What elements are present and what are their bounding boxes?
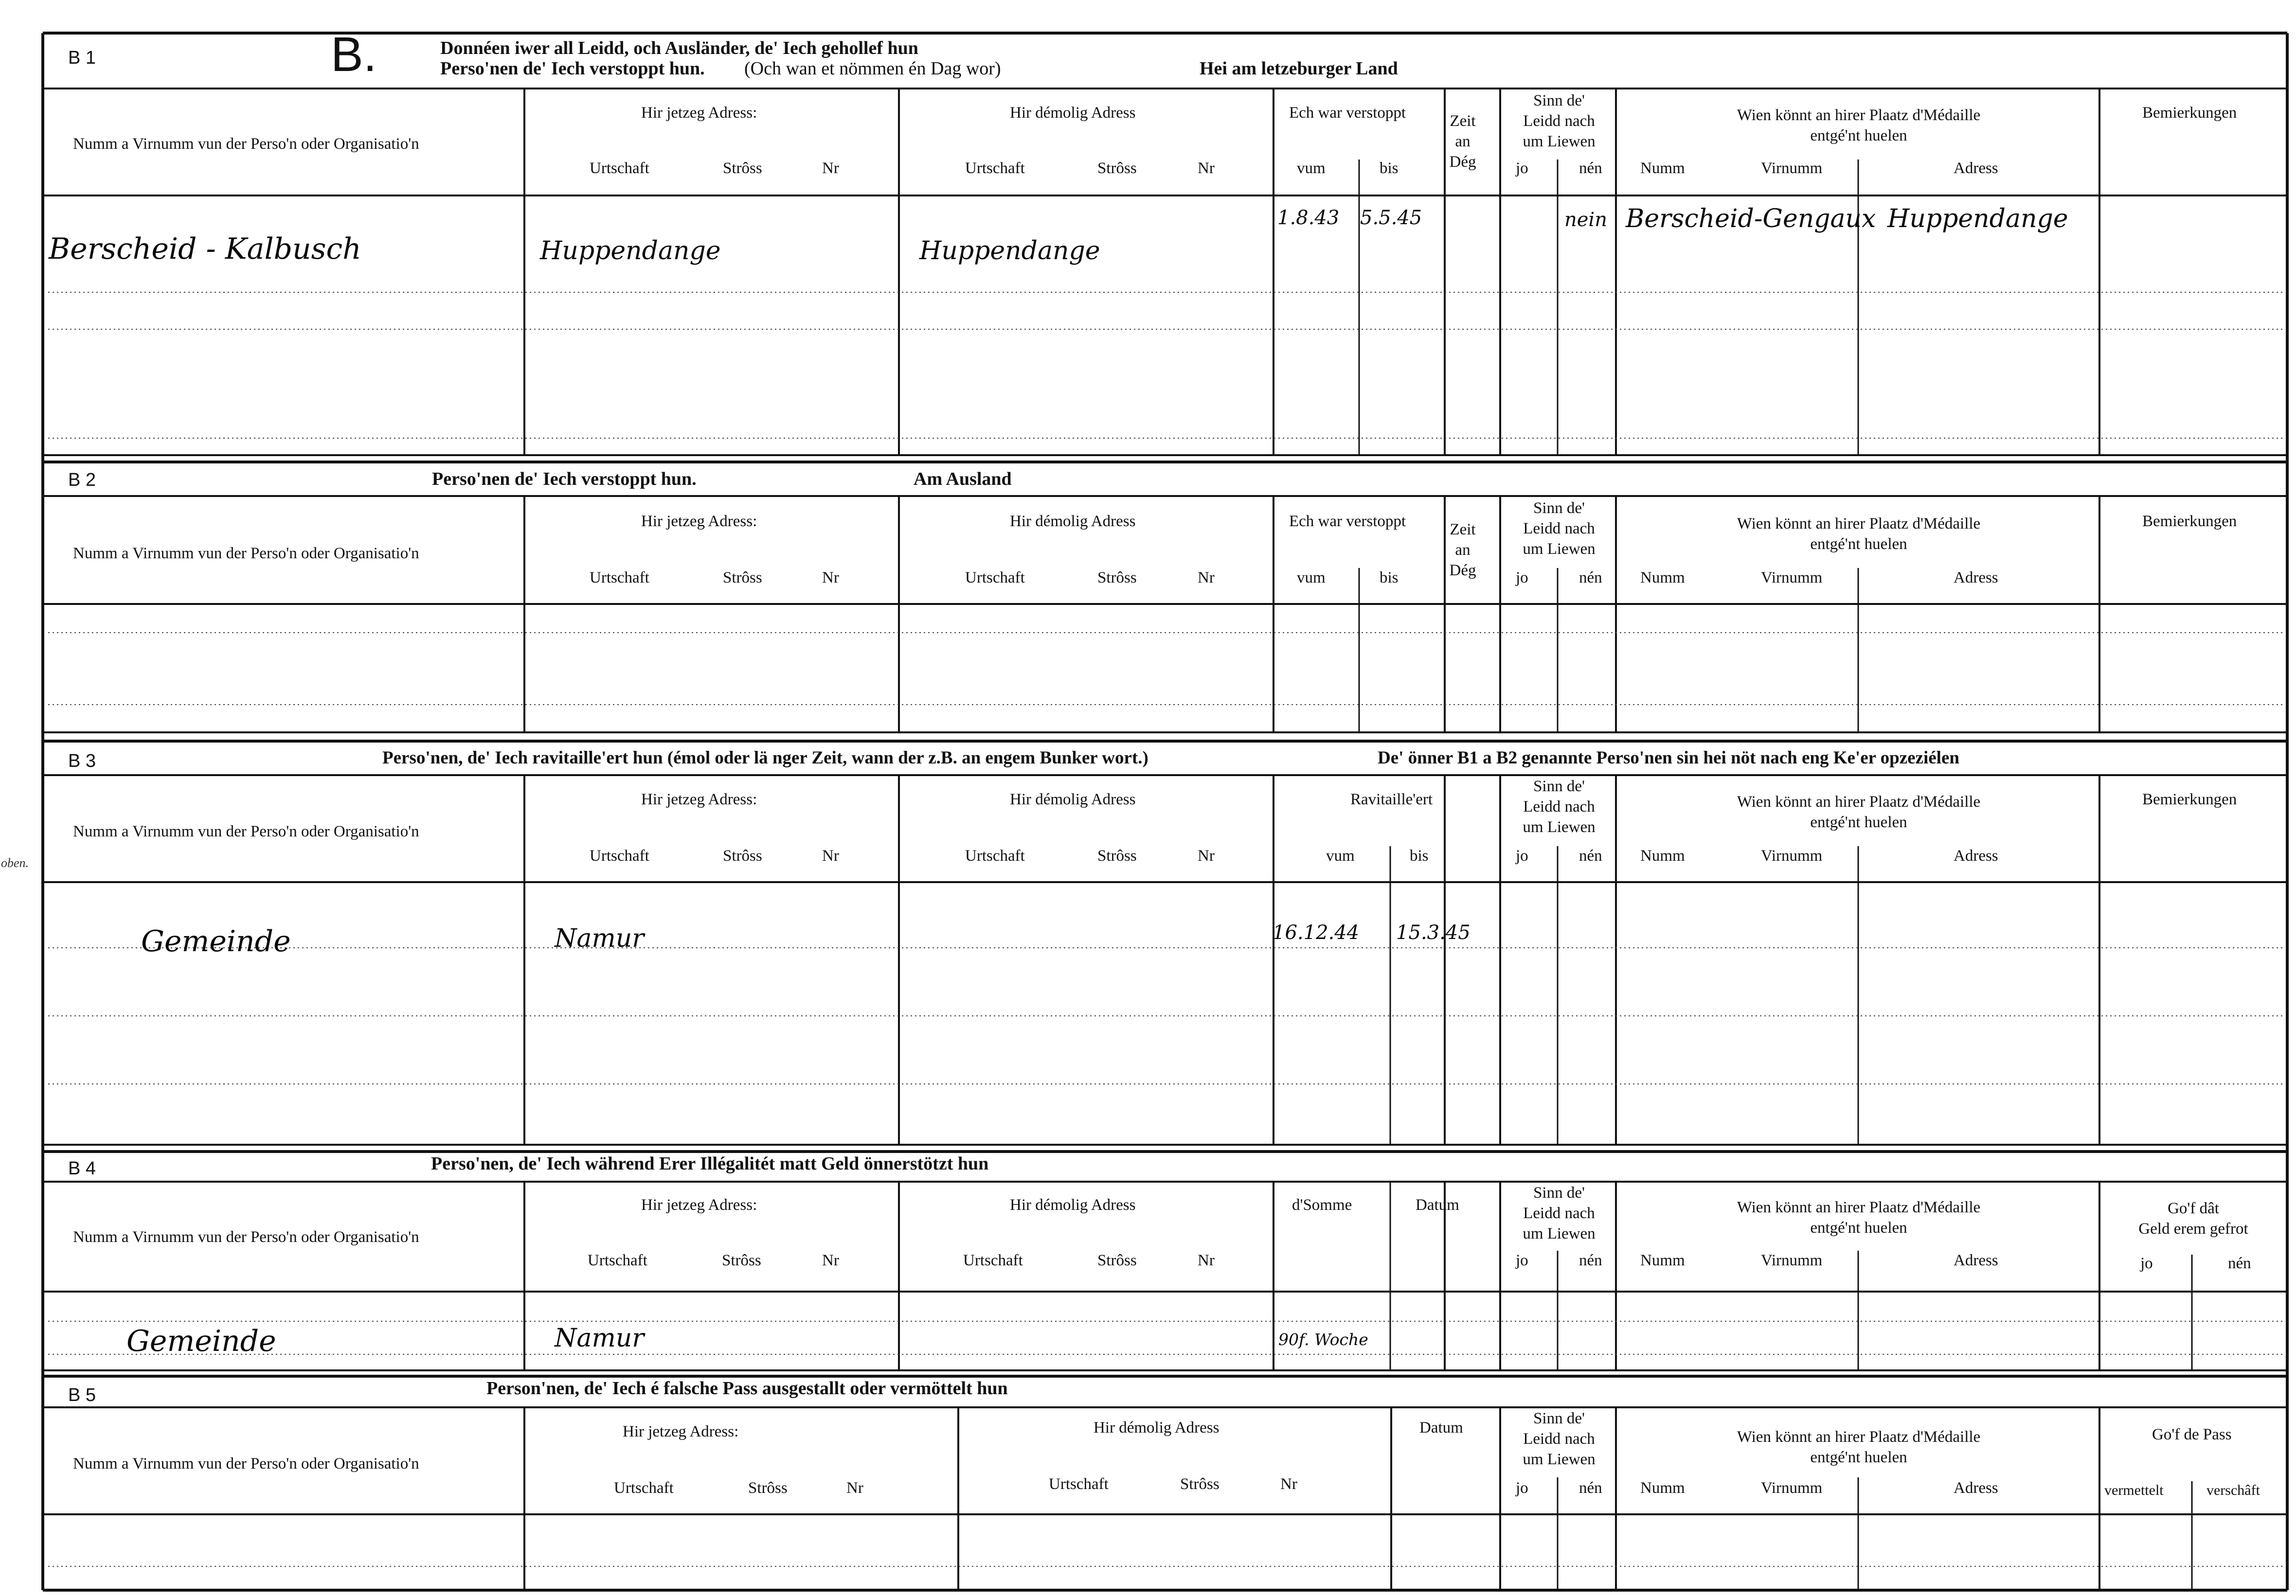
dotted-writing-line (47, 1532, 2283, 1533)
b1-nen-header: nén (1579, 160, 1602, 177)
b3-nr-header: Nr (822, 847, 839, 865)
dotted-writing-line (47, 1117, 2283, 1118)
b4-money-returned-header: Go'f dât Geld erem gefrot (2138, 1200, 2248, 1238)
b2-vum-header: vum (1297, 569, 1326, 586)
b1-name-header: Numm a Virnumm vun der Perso'n oder Organisatio'n (73, 135, 419, 153)
b4-current-addr-header: Hir jetzeg Adress: (641, 1196, 757, 1214)
b4-adress-header: Adress (1954, 1252, 1998, 1269)
b4-former-nr-header: Nr (1198, 1252, 1215, 1269)
b1-row1-current-town: Huppendange (540, 236, 721, 266)
dotted-writing-line (47, 947, 2283, 948)
b1-row1-medal-numm: Berscheid-Gengaux (1626, 204, 1876, 233)
dotted-writing-line (47, 1354, 2283, 1355)
b2-alive-header: Sinn de' Leidd nach um Liewen (1523, 499, 1596, 558)
b5-former-nr-header: Nr (1280, 1475, 1297, 1493)
b1-jo-header: jo (1516, 160, 1528, 177)
dotted-writing-line (47, 632, 2283, 633)
b2-hidden-header: Ech war verstoppt (1289, 513, 1406, 530)
b1-alive-header: Sinn de' Leidd nach um Liewen (1523, 92, 1596, 151)
b2-town-header: Urtschaft (590, 569, 649, 586)
b1-row1-former-town: Huppendange (919, 236, 1100, 266)
b2-jo-header: jo (1516, 569, 1528, 586)
b1-vum-header: vum (1297, 160, 1326, 177)
dotted-writing-line (47, 981, 2283, 982)
b4-gof-nen-header: nén (2228, 1255, 2251, 1272)
b5-medal-header: Wien könnt an hirer Plaatz d'Médaille entgé'nt huelen (1737, 1428, 1981, 1467)
b4-street-header: Strôss (722, 1252, 761, 1269)
b5-nr-header: Nr (846, 1479, 863, 1497)
b4-former-addr-header: Hir démolig Adress (1010, 1196, 1136, 1214)
b1-row1-medal-addr: Huppendange (1887, 204, 2068, 233)
dotted-writing-line (47, 256, 2283, 257)
b1-title-line1: Donnéen iwer all Leidd, och Ausländer, de' Iech gehollef hun (440, 38, 918, 58)
b5-town-header: Urtschaft (614, 1479, 674, 1497)
dotted-writing-line (47, 668, 2283, 669)
b4-virnumm-header: Virnumm (1761, 1252, 1823, 1269)
b5-current-addr-header: Hir jetzeg Adress: (623, 1423, 739, 1440)
b2-numm-header: Numm (1640, 569, 1685, 586)
b3-row1-vum: 16.12.44 (1273, 922, 1360, 944)
b3-row1-name: Gemeinde (141, 924, 291, 958)
section-code-b1: B 1 (68, 48, 96, 68)
b5-vermettelt-header: vermettelt (2104, 1482, 2164, 1498)
section-code-b4: B 4 (68, 1158, 96, 1179)
b4-row1-somme: 90f. Woche (1278, 1330, 1368, 1349)
b3-remarks-header: Bemierkungen (2142, 791, 2237, 808)
dotted-writing-line (47, 1049, 2283, 1050)
b1-remarks-header: Bemierkungen (2142, 104, 2237, 122)
b2-former-addr-header: Hir démolig Adress (1010, 513, 1136, 530)
b2-nr-header: Nr (822, 569, 839, 586)
b1-street-header: Strôss (723, 160, 762, 177)
b1-town-header: Urtschaft (590, 160, 649, 177)
b5-adress-header: Adress (1954, 1479, 1998, 1497)
b1-row1-nen: nein (1564, 209, 1607, 231)
section-code-b5: B 5 (68, 1385, 96, 1405)
b4-nr-header: Nr (822, 1252, 839, 1269)
b3-virnumm-header: Virnumm (1761, 847, 1823, 865)
b3-medal-header: Wien könnt an hirer Plaatz d'Médaille entgé'nt huelen (1737, 793, 1981, 832)
b2-current-addr-header: Hir jetzeg Adress: (641, 513, 757, 530)
b1-title-line2: Perso'nen de' Iech verstoppt hun. (440, 58, 705, 79)
b3-jo-header: jo (1516, 847, 1528, 865)
b2-remarks-header: Bemierkungen (2142, 513, 2237, 530)
b4-medal-header: Wien könnt an hirer Plaatz d'Médaille entgé'nt huelen (1737, 1199, 1981, 1237)
b3-title: Perso'nen, de' Iech ravitaille'ert hun (émol oder lä nger Zeit, wann der z.B. an engem Bunker wort.) (382, 748, 1148, 768)
b3-row1-bis: 15.3.45 (1396, 922, 1471, 944)
section-code-b3: B 3 (68, 751, 96, 771)
b3-former-nr-header: Nr (1198, 847, 1215, 865)
b5-former-street-header: Strôss (1180, 1475, 1220, 1493)
b4-jo-header: jo (1516, 1252, 1528, 1269)
b1-former-addr-header: Hir démolig Adress (1010, 104, 1136, 122)
b4-row1-name: Gemeinde (126, 1324, 276, 1358)
b1-adress-header: Adress (1954, 160, 1998, 177)
b1-virnumm-header: Virnumm (1761, 160, 1823, 177)
b3-ravit-header: Ravitaille'ert (1350, 791, 1433, 808)
b1-bis-header: bis (1380, 160, 1399, 177)
b2-bis-header: bis (1380, 569, 1399, 586)
b5-jo-header: jo (1516, 1479, 1528, 1497)
b4-gof-jo-header: jo (2140, 1255, 2153, 1272)
b3-nen-header: nén (1579, 847, 1602, 865)
b4-name-header: Numm a Virnumm vun der Perso'n oder Organisatio'n (73, 1228, 419, 1246)
b3-street-header: Strôss (723, 847, 762, 865)
b2-virnumm-header: Virnumm (1761, 569, 1823, 586)
b3-numm-header: Numm (1640, 847, 1685, 865)
b4-somme-header: d'Somme (1292, 1196, 1352, 1214)
b5-numm-header: Numm (1640, 1479, 1685, 1497)
b4-numm-header: Numm (1640, 1252, 1685, 1269)
dotted-writing-line (47, 365, 2283, 366)
b3-bis-header: bis (1410, 847, 1429, 865)
dotted-writing-line (47, 402, 2283, 403)
b2-former-nr-header: Nr (1198, 569, 1215, 586)
b3-town-header: Urtschaft (590, 847, 649, 865)
dotted-writing-line (47, 913, 2283, 914)
section-code-b2: B 2 (68, 470, 96, 490)
b1-title-location: Hei am letzeburger Land (1200, 58, 1398, 79)
b4-title: Perso'nen, de' Iech während Erer Illégalitét matt Geld önnerstötzt hun (431, 1153, 989, 1174)
b2-title: Perso'nen de' Iech verstoppt hun. (432, 469, 697, 489)
b3-name-header: Numm a Virnumm vun der Perso'n oder Organisatio'n (73, 823, 419, 840)
dotted-writing-line (47, 1566, 2283, 1567)
b4-former-street-header: Strôss (1097, 1252, 1137, 1269)
dotted-writing-line (47, 1083, 2283, 1084)
b5-former-town-header: Urtschaft (1049, 1475, 1109, 1493)
b2-adress-header: Adress (1954, 569, 1998, 586)
b3-current-addr-header: Hir jetzeg Adress: (641, 791, 757, 808)
b1-current-addr-header: Hir jetzeg Adress: (641, 104, 757, 122)
b3-title-note: De' önner B1 a B2 genannte Perso'nen sin hei nöt nach eng Ke'er opzeziélen (1378, 748, 1959, 768)
b2-former-town-header: Urtschaft (965, 569, 1025, 586)
b5-street-header: Strôss (748, 1479, 788, 1497)
b2-title-location: Am Ausland (914, 469, 1012, 489)
b2-medal-header: Wien könnt an hirer Plaatz d'Médaille entgé'nt huelen (1737, 515, 1981, 553)
b5-nen-header: nén (1579, 1479, 1602, 1497)
b1-row1-bis: 5.5.45 (1360, 207, 1422, 229)
b2-days-header: Zeit an Dég (1449, 521, 1476, 580)
b1-numm-header: Numm (1640, 160, 1685, 177)
b3-alive-header: Sinn de' Leidd nach um Liewen (1523, 778, 1596, 836)
b1-former-town-header: Urtschaft (965, 160, 1025, 177)
b3-adress-header: Adress (1954, 847, 1998, 865)
b2-street-header: Strôss (723, 569, 762, 586)
b1-row1-name: Berscheid - Kalbusch (49, 232, 361, 266)
b5-virnumm-header: Virnumm (1761, 1479, 1823, 1497)
b5-alive-header: Sinn de' Leidd nach um Liewen (1523, 1410, 1596, 1469)
b4-row1-current-town: Namur (555, 1324, 645, 1353)
b1-former-street-header: Strôss (1097, 160, 1137, 177)
b3-row1-current-town: Namur (555, 924, 645, 953)
b1-former-nr-header: Nr (1198, 160, 1215, 177)
b4-datum-header: Datum (1416, 1196, 1459, 1214)
b4-alive-header: Sinn de' Leidd nach um Liewen (1523, 1184, 1596, 1243)
b3-former-town-header: Urtschaft (965, 847, 1025, 865)
b1-hidden-header: Ech war verstoppt (1289, 104, 1406, 122)
b3-vum-header: vum (1326, 847, 1355, 865)
b5-verschaft-header: verschâft (2206, 1482, 2260, 1498)
dotted-writing-line (47, 329, 2283, 330)
b2-nen-header: nén (1579, 569, 1602, 586)
dotted-writing-line (47, 704, 2283, 705)
dotted-writing-line (47, 438, 2283, 439)
b5-name-header: Numm a Virnumm vun der Perso'n oder Organisatio'n (73, 1455, 419, 1472)
b3-former-addr-header: Hir démolig Adress (1010, 791, 1136, 808)
margin-note: oben. (1, 856, 29, 870)
b4-nen-header: nén (1579, 1252, 1602, 1269)
b1-medal-header: Wien könnt an hirer Plaatz d'Médaille entgé'nt huelen (1737, 106, 1981, 145)
b5-title: Person'nen, de' Iech é falsche Pass ausgestallt oder vermöttelt hun (486, 1378, 1008, 1399)
b5-datum-header: Datum (1419, 1419, 1463, 1436)
b4-former-town-header: Urtschaft (963, 1252, 1023, 1269)
b2-former-street-header: Strôss (1097, 569, 1137, 586)
b2-name-header: Numm a Virnumm vun der Perso'n oder Organisatio'n (73, 545, 419, 562)
b1-days-header: Zeit an Dég (1449, 112, 1476, 171)
b1-title-note: (Och wan et nömmen én Dag wor) (744, 58, 1001, 79)
b1-row1-vum: 1.8.43 (1277, 207, 1340, 229)
b5-pass-header: Go'f de Pass (2152, 1426, 2232, 1443)
dotted-writing-line (47, 1321, 2283, 1322)
dotted-writing-line (47, 1015, 2283, 1016)
b3-former-street-header: Strôss (1097, 847, 1137, 865)
b1-nr-header: Nr (822, 160, 839, 177)
dotted-writing-line (47, 292, 2283, 293)
b5-former-addr-header: Hir démolig Adress (1094, 1419, 1220, 1436)
section-letter: B. (331, 27, 377, 82)
b4-town-header: Urtschaft (588, 1252, 647, 1269)
